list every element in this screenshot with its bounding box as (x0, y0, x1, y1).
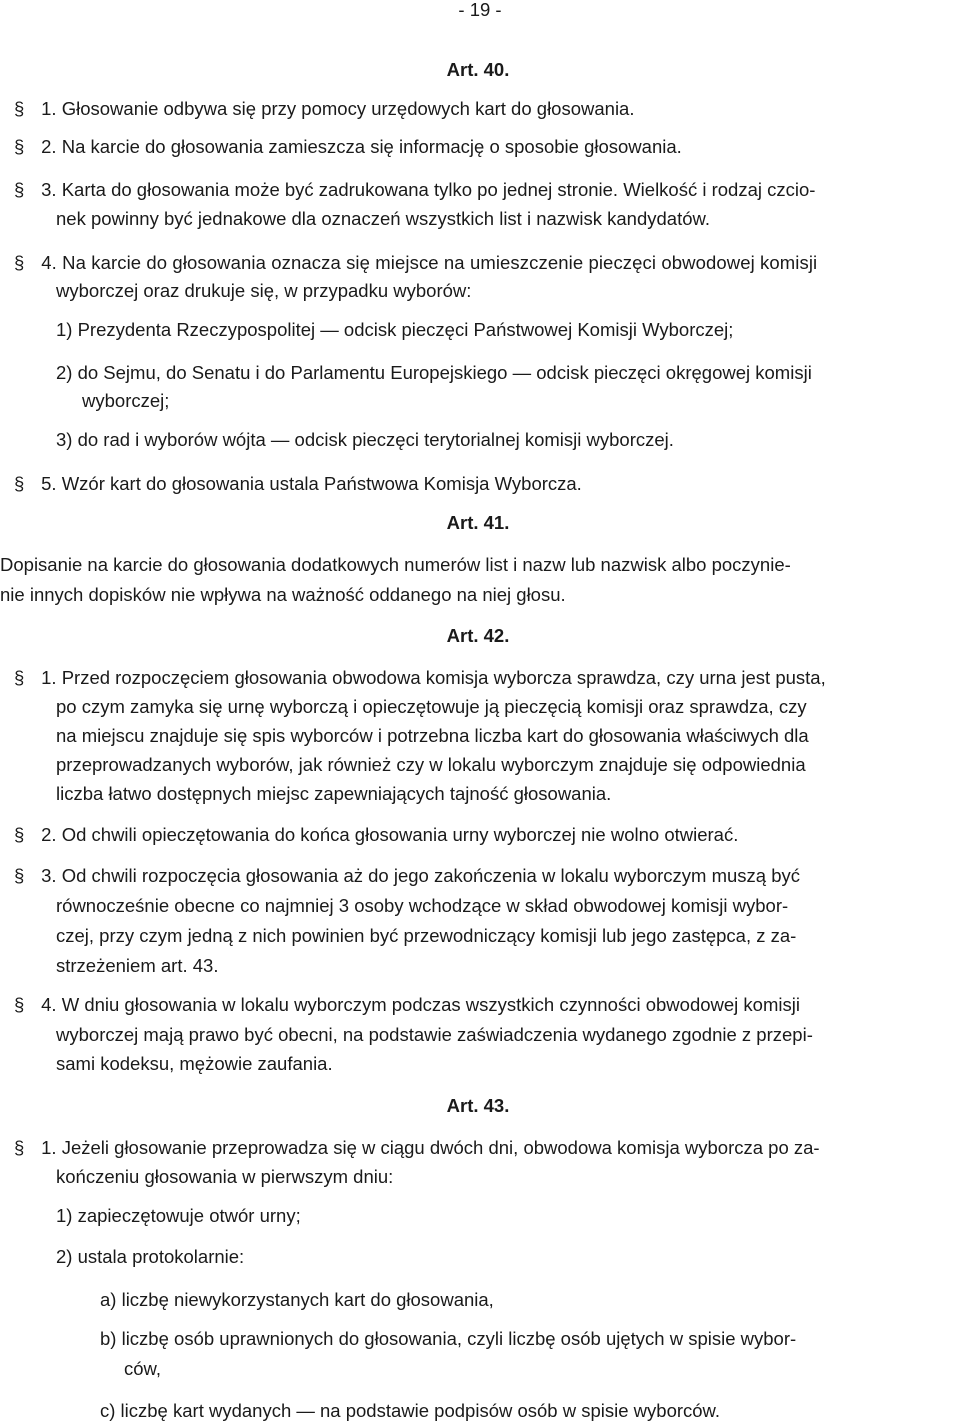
paragraph-text: Na karcie do głosowania zamieszcza się informację o sposobie głosowania. (61, 136, 682, 157)
paragraph-number: 5. (41, 473, 57, 494)
list-item-1: 1) Prezydenta Rzeczypospolitej — odcisk pieczęci Państwowej Komisji Wyborczej; (56, 319, 734, 340)
list-item-3: 3) do rad i wyborów wójta — odcisk pieczęci terytorialnej komisji wyborczej. (56, 429, 674, 450)
paragraph-42-2 (14, 821, 738, 849)
paragraph-number: 1. (41, 667, 57, 688)
paragraph-number: 4. (41, 252, 57, 273)
paragraph-number: 1. (41, 98, 57, 119)
paragraph-40-2 (14, 133, 682, 161)
paragraph-text-line: czej, przy czym jedną z nich powinien być przewodniczący komisji lub jego zastępca, z za- (56, 925, 797, 946)
paragraph-42-3 (14, 862, 800, 890)
article-heading-40: Art. 40. (446, 59, 510, 80)
paragraph-number: 2. (41, 824, 57, 845)
paragraph-text: Głosowanie odbywa się przy pomocy urzędowych kart do głosowania. (61, 98, 635, 119)
paragraph-text-line: wyborczej oraz drukuje się, w przypadku wyborów: (56, 280, 472, 301)
paragraph-text-line: liczba łatwo dostępnych miejsc zapewniających tajność głosowania. (56, 783, 612, 804)
paragraph-number: 4. (41, 994, 57, 1015)
paragraph-40-3 (14, 176, 815, 204)
paragraph-text-line: po czym zamyka się urnę wyborczą i opieczętowuje ją pieczęcią komisji oraz sprawdza, czy (56, 696, 807, 717)
section-mark: § (14, 994, 25, 1015)
paragraph-40-5 (14, 470, 582, 498)
paragraph-40-4 (14, 249, 817, 277)
article-heading-42: Art. 42. (446, 625, 510, 646)
paragraph-text-line: Od chwili rozpoczęcia głosowania aż do jego zakończenia w lokalu wyborczym muszą być (61, 865, 801, 886)
paragraph-text-line: W dniu głosowania w lokalu wyborczym podczas wszystkich czynności obwodowej komisji (61, 994, 800, 1015)
section-mark: § (14, 252, 25, 273)
paragraph-number: 1. (41, 1137, 57, 1158)
paragraph-text-line: równocześnie obecne co najmniej 3 osoby wchodzące w skład obwodowej komisji wybor- (56, 895, 789, 916)
paragraph-text-line: przeprowadzanych wyborów, jak również czy w lokalu wyborczym znajduje się odpowiednia (56, 754, 806, 775)
paragraph-number: 2. (41, 136, 57, 157)
article-heading-43: Art. 43. (446, 1095, 510, 1116)
paragraph-43-1 (14, 1134, 820, 1162)
section-mark: § (14, 865, 25, 886)
list-item-2-continuation: wyborczej; (82, 390, 170, 411)
paragraph-text: Od chwili opieczętowania do końca głosowania urny wyborczej nie wolno otwierać. (61, 824, 739, 845)
paragraph-40-1 (14, 95, 634, 123)
paragraph-text-line: kończeniu głosowania w pierwszym dniu: (56, 1166, 394, 1187)
paragraph-text-line: Przed rozpoczęciem głosowania obwodowa komisja wyborcza sprawdza, czy urna jest pusta, (61, 667, 826, 688)
sub-item-b-continuation: ców, (124, 1358, 162, 1379)
paragraph-text: Wzór kart do głosowania ustala Państwowa Komisja Wyborcza. (61, 473, 582, 494)
section-mark: § (14, 473, 25, 494)
paragraph-42-1 (14, 664, 826, 692)
paragraph-text-line: na miejscu znajduje się spis wyborców i potrzebna liczba kart do głosowania właściwych dla (56, 725, 809, 746)
paragraph-text-line: Karta do głosowania może być zadrukowana tylko po jednej stronie. Wielkość i rodzaj czcio- (61, 179, 816, 200)
paragraph-text-line: sami kodeksu, mężowie zaufania. (56, 1053, 333, 1074)
paragraph-text-line: nie innych dopisków nie wpływa na ważność oddanego na niej głosu. (0, 584, 566, 605)
section-mark: § (14, 1137, 25, 1158)
paragraph-text-line: Na karcie do głosowania oznacza się miejsce na umieszczenie pieczęci obwodowej komisji (62, 252, 818, 273)
section-mark: § (14, 667, 25, 688)
paragraph-number: 3. (41, 179, 57, 200)
paragraph-number: 3. (41, 865, 57, 886)
paragraph-text-line: strzeżeniem art. 43. (56, 955, 219, 976)
page-number: - 19 - (458, 0, 502, 20)
section-mark: § (14, 824, 25, 845)
article-heading-41: Art. 41. (446, 512, 510, 533)
paragraph-text-line: Dopisanie na karcie do głosowania dodatkowych numerów list i nazw lub nazwisk albo poczynie- (0, 554, 791, 575)
section-mark: § (14, 98, 25, 119)
section-mark: § (14, 179, 25, 200)
sub-item-a: a) liczbę niewykorzystanych kart do głosowania, (100, 1289, 494, 1310)
sub-item-b: b) liczbę osób uprawnionych do głosowania, czyli liczbę osób ujętych w spisie wybor- (100, 1328, 797, 1349)
list-item-2: 2) do Sejmu, do Senatu i do Parlamentu Europejskiego — odcisk pieczęci okręgowej komisji (56, 362, 812, 383)
paragraph-42-4 (14, 991, 800, 1019)
list-item-1: 1) zapieczętowuje otwór urny; (56, 1205, 301, 1226)
sub-item-c: c) liczbę kart wydanych — na podstawie podpisów osób w spisie wyborców. (100, 1400, 721, 1421)
list-item-2: 2) ustala protokolarnie: (56, 1246, 245, 1267)
paragraph-text-line: nek powinny być jednakowe dla oznaczeń wszystkich list i nazwisk kandydatów. (56, 208, 710, 229)
paragraph-text-line: Jeżeli głosowanie przeprowadza się w ciągu dwóch dni, obwodowa komisja wyborcza po za- (61, 1137, 820, 1158)
paragraph-text-line: wyborczej mają prawo być obecni, na podstawie zaświadczenia wydanego zgodnie z przepi- (56, 1024, 813, 1045)
section-mark: § (14, 136, 25, 157)
